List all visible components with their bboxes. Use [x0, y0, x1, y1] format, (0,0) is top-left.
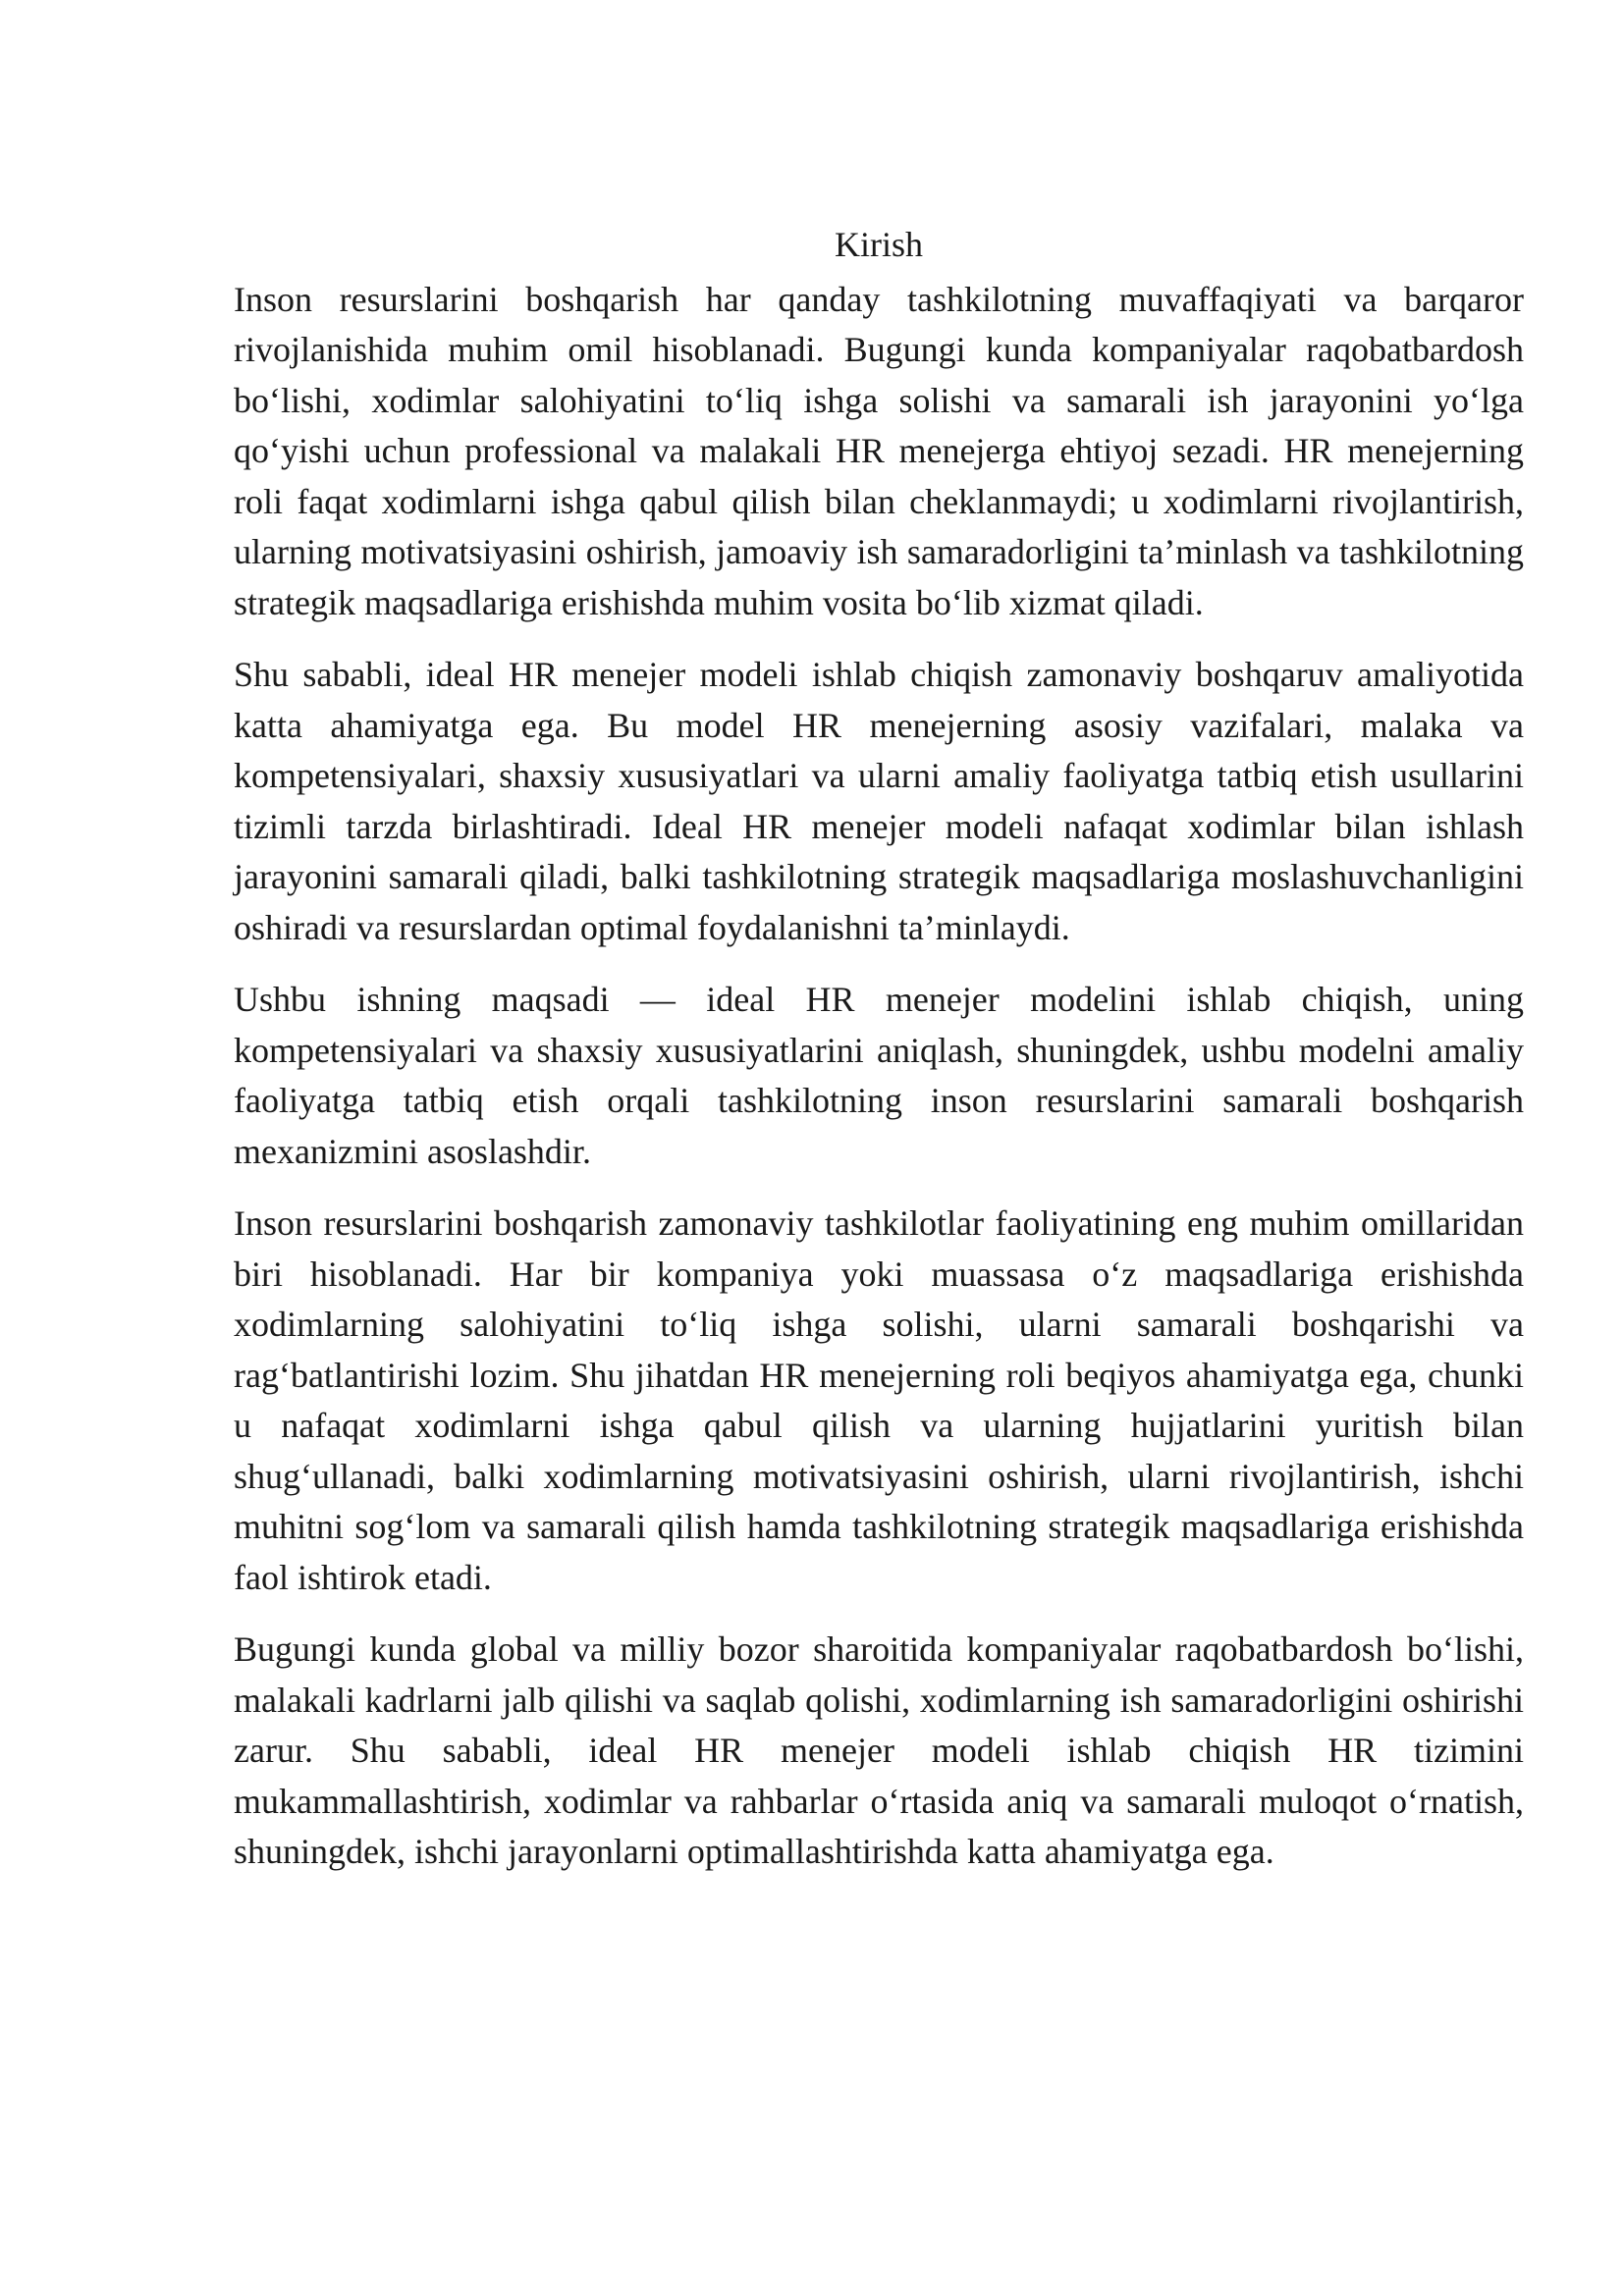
paragraph-3: Ushbu ishning maqsadi — ideal HR menejer modelini ishlab chiqish, uning kompetensiyalari va shaxsiy xususiyatlarini aniqlash, shuningdek, ushbu modelni amaliy faoliyatga tatbiq etish orqali tashkilotning inson resurslarini samarali boshqarish mexanizmini asoslashdir.: [234, 980, 1524, 1171]
paragraph-5: Bugungi kunda global va milliy bozor sharoitida kompaniyalar raqobatbardosh bo‘lishi, malakali kadrlarni jalb qilishi va saqlab qolishi, xodimlarning ish samaradorligini oshirishi zarur. Shu sababli, ideal HR menejer modeli ishlab chiqish HR tizimini mukammallashtirish, xodimlar va rahbarlar o‘rtasida aniq va samarali muloqot o‘rnatish, shuningdek, ishchi jarayonlarni optimallashtirishda katta ahamiyatga ega.: [234, 1629, 1524, 1871]
paragraph-1: Inson resurslarini boshqarish har qanday tashkilotning muvaffaqiyati va barqaror rivojlanishida muhim omil hisoblanadi. Bugungi kunda kompaniyalar raqobatbardosh bo‘lishi, xodimlar salohiyatini to‘liq ishga solishi va samarali ish jarayonini yo‘lga qo‘yishi uchun professional va malakali HR menejerga ehtiyoj sezadi. HR menejerning roli faqat xodimlarni ishga qabul qilish bilan cheklanmaydi; u xodimlarni rivojlantirish, ularning motivatsiyasini oshirish, jamoaviy ish samaradorligini ta’minlash va tashkilotning strategik maqsadlariga erishishda muhim vosita bo‘lib xizmat qiladi.: [234, 279, 1524, 622]
document-body: [234, 220, 1524, 1899]
section-title: Kirish: [835, 225, 923, 264]
paragraph-2: Shu sababli, ideal HR menejer modeli ishlab chiqish zamonaviy boshqaruv amaliyotida katta ahamiyatga ega. Bu model HR menejerning asosiy vazifalari, malaka va kompetensiyalari, shaxsiy xususiyatlari va ularni amaliy faoliyatga tatbiq etish usullarini tizimli tarzda birlashtiradi. Ideal HR menejer modeli nafaqat xodimlar bilan ishlash jarayonini samarali qiladi, balki tashkilotning strategik maqsadlariga moslashuvchanligini oshiradi va resurslardan optimal foydalanishni ta’minlaydi.: [234, 655, 1524, 947]
paragraph-4: Inson resurslarini boshqarish zamonaviy tashkilotlar faoliyatining eng muhim omillaridan biri hisoblanadi. Har bir kompaniya yoki muassasa o‘z maqsadlariga erishishda xodimlarning salohiyatini to‘liq ishga solishi, ularni samarali boshqarishi va rag‘batlantirishi lozim. Shu jihatdan HR menejerning roli beqiyos ahamiyatga ega, chunki u nafaqat xodimlarni ishga qabul qilish va ularning hujjatlarini yuritish bilan shug‘ullanadi, balki xodimlarning motivatsiyasini oshirish, ularni rivojlantirish, ishchi muhitni sog‘lom va samarali qilish hamda tashkilotning strategik maqsadlariga erishishda faol ishtirok etadi.: [234, 1203, 1524, 1597]
